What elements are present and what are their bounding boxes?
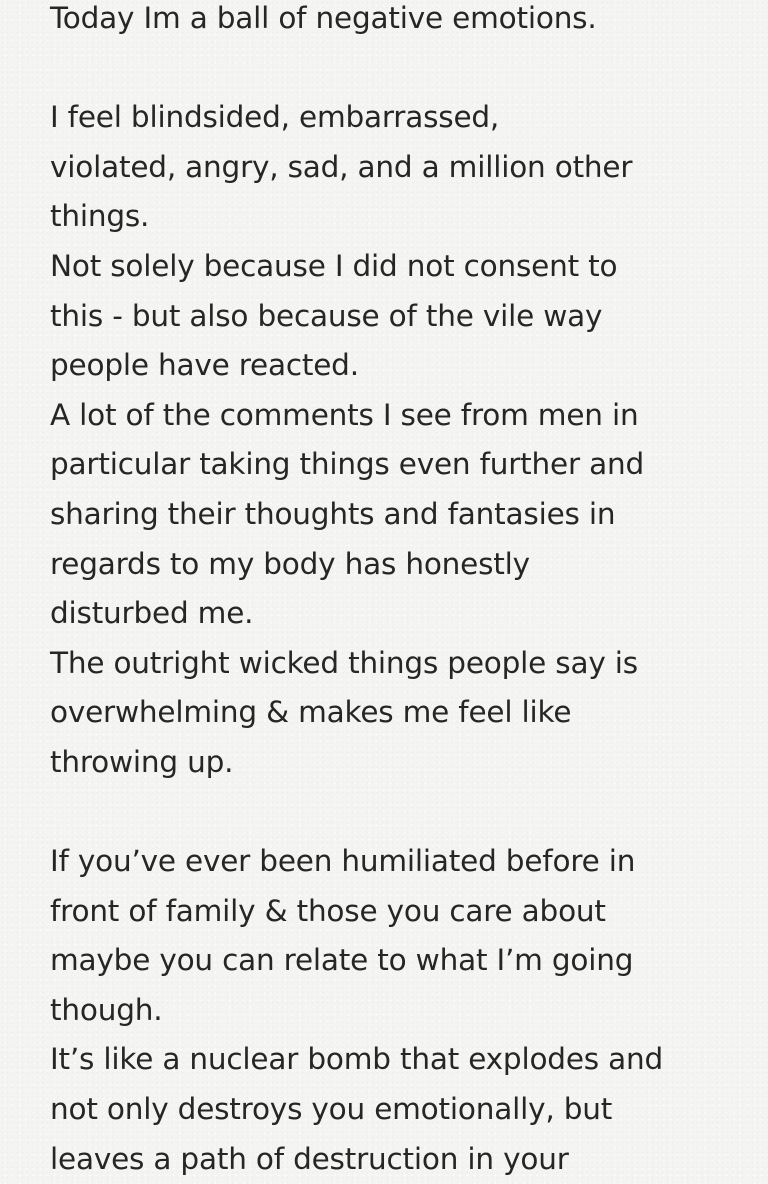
note-line: regards to my body has honestly (50, 546, 530, 581)
note-line: violated, angry, sad, and a million other (50, 149, 633, 184)
note-line: not only destroys you emotionally, but (50, 1092, 613, 1127)
note-line: Not solely because I did not consent to (50, 248, 618, 283)
note-line: Today Im a ball of negative emotions. (50, 1, 597, 35)
note-line: overwhelming & makes me feel like (50, 695, 572, 730)
blank-line (50, 788, 740, 838)
note-line: disturbed me. (50, 596, 254, 631)
note-line: things. (50, 199, 150, 234)
note-line: particular taking things even further and (50, 447, 645, 482)
note-line: people have reacted. (50, 348, 359, 383)
note-line: I feel blindsided, embarrassed, (50, 100, 500, 135)
note-line: front of family & those you care about (50, 893, 606, 928)
note-line: throwing up. (50, 744, 234, 779)
note-line: sharing their thoughts and fantasies in (50, 496, 616, 531)
note-line: though. (50, 992, 163, 1027)
note-line: A lot of the comments I see from men in (50, 397, 639, 432)
note-line: this - but also because of the vile way (50, 298, 603, 333)
note-line: The outright wicked things people say is (50, 645, 638, 680)
blank-line (50, 44, 740, 94)
note-body[interactable] (50, 0, 740, 1184)
note-line: leaves a path of destruction in your (50, 1141, 569, 1176)
note-line: maybe you can relate to what I’m going (50, 943, 634, 978)
note-line: If you’ve ever been humiliated before in (50, 844, 636, 879)
note-line: It’s like a nuclear bomb that explodes and (50, 1042, 664, 1077)
